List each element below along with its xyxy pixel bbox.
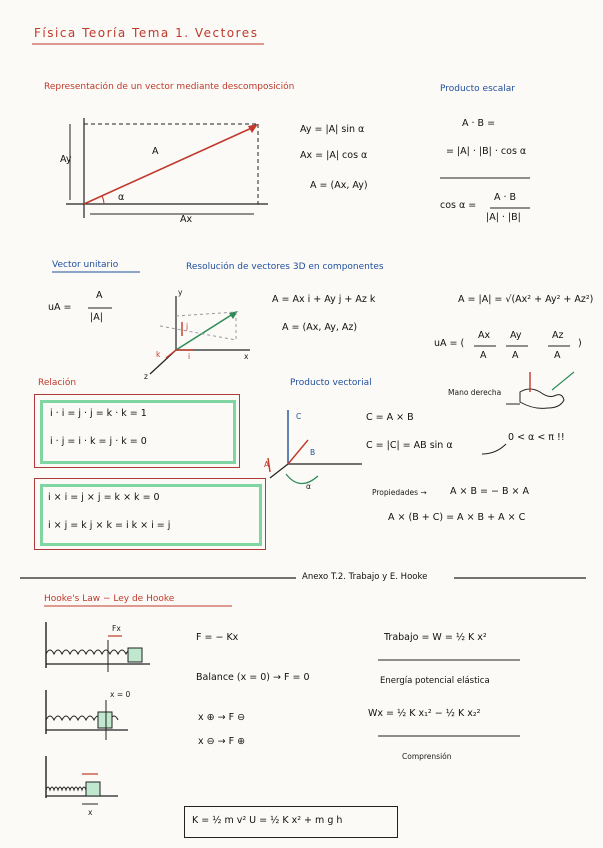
cp-eq2: C = |C| = AB sin α — [366, 440, 453, 451]
scalar-product-heading: Producto escalar — [440, 84, 515, 94]
hooke-law: F = − Kx — [196, 632, 239, 643]
cp-props-label: Propiedades → — [372, 488, 427, 497]
unit3d-rhs: ) — [578, 338, 582, 349]
x0-label: x = 0 — [110, 690, 131, 699]
decomposition-eq1: Ay = |A| sin α — [300, 124, 365, 135]
unit3d-lhs: uA = ( — [434, 338, 465, 349]
cp-label-a: A — [264, 460, 270, 469]
annex-title: Anexo T.2. Trabajo y E. Hooke — [302, 572, 428, 582]
dot-row2: i · j = i · k = j · k = 0 — [50, 436, 147, 447]
unit-vector-heading: Vector unitario — [52, 260, 119, 270]
energy-box-eq: K = ½ m v² U = ½ K x² + m g h — [192, 815, 343, 826]
dot-row1: i · i = j · j = k · k = 1 — [50, 408, 147, 419]
resolution-heading: Resolución de vectores 3D en componentes — [186, 262, 384, 272]
right-hand-label: Mano derecha — [448, 388, 502, 397]
axis-z-label: z — [144, 372, 148, 381]
cp-prop2: A × (B + C) = A × B + A × C — [388, 512, 526, 523]
ax-label: Ax — [180, 214, 193, 225]
axis-x-label: x — [244, 352, 249, 361]
spring-diagram-3 — [46, 756, 118, 804]
unit-vector-den: |A| — [90, 312, 103, 323]
axis-y-label: y — [178, 288, 183, 297]
hooke-neg: x ⊖ → F ⊕ — [198, 736, 246, 747]
scalar-cos-label: cos α = — [440, 200, 477, 211]
cp-eq1: C = A × B — [366, 412, 414, 423]
cross-row1: i × i = j × j = k × k = 0 — [48, 492, 160, 503]
unit3d-d3: A — [554, 350, 561, 361]
right-hand-icon — [506, 372, 574, 408]
x-label: x — [88, 808, 93, 817]
vector-a-arrow — [84, 126, 256, 204]
unit3d-n2: Ay — [510, 330, 522, 341]
cp-label-b: B — [310, 448, 316, 457]
comp-label: Comprensión — [402, 752, 452, 761]
hooke-pos: x ⊕ → F ⊖ — [198, 712, 246, 723]
cp-label-alpha: α — [306, 482, 311, 491]
hooke-balance: Balance (x = 0) → F = 0 — [196, 672, 310, 683]
scalar-denominator: |A| · |B| — [486, 212, 521, 223]
unit3d-n3: Az — [552, 330, 564, 341]
axes-3d — [150, 296, 250, 374]
wx-eq: Wx = ½ K x₁² − ½ K x₂² — [368, 708, 481, 719]
hooke-heading: Hooke's Law − Ley de Hooke — [44, 594, 175, 604]
decomposition-eq2: Ax = |A| cos α — [300, 150, 368, 161]
cp-label-c: C — [296, 412, 302, 421]
unit-vector-num: A — [96, 290, 103, 301]
resolution-eq2: A = (Ax, Ay, Az) — [282, 322, 358, 333]
force-label: Fx — [112, 624, 121, 633]
work-label: Trabajo = W = ½ K x² — [384, 632, 487, 643]
resolution-eq1: A = Ax i + Ay j + Az k — [272, 294, 376, 305]
unit3d-n1: Ax — [478, 330, 491, 341]
scalar-line2: = |A| · |B| · cos α — [446, 146, 527, 157]
decomposition-heading: Representación de un vector mediante descomposición — [44, 82, 295, 92]
unit-vector-lhs: uA = — [48, 302, 72, 313]
angle-label: α — [118, 192, 125, 203]
unit3d-d2: A — [512, 350, 519, 361]
relations-heading: Relación — [38, 378, 77, 388]
ay-label: Ay — [60, 154, 72, 165]
unit-i-label: i — [188, 352, 191, 361]
decomposition-diagram — [66, 118, 268, 218]
scalar-line1: A · B = — [462, 118, 496, 129]
modulus-eq: A = |A| = √(Ax² + Ay² + Az²) — [458, 294, 594, 305]
decomposition-eq3: A = (Ax, Ay) — [310, 180, 368, 191]
cross-product-diagram — [268, 410, 362, 484]
cross-row2: i × j = k j × k = i k × i = j — [48, 520, 171, 531]
spring-diagram-1 — [46, 622, 150, 672]
unit3d-d1: A — [480, 350, 487, 361]
vector-product-heading: Producto vectorial — [290, 378, 372, 388]
unit-j-label: j — [186, 322, 189, 331]
cp-prop1: A × B = − B × A — [450, 486, 530, 497]
scalar-numerator: A · B — [494, 192, 517, 203]
unit-k-label: k — [156, 350, 161, 359]
page-title: Física Teoría Tema 1. Vectores — [34, 26, 259, 40]
cp-range: 0 < α < π !! — [508, 432, 565, 443]
epe-label: Energía potencial elástica — [380, 676, 490, 686]
vector-a-label: A — [152, 146, 159, 157]
